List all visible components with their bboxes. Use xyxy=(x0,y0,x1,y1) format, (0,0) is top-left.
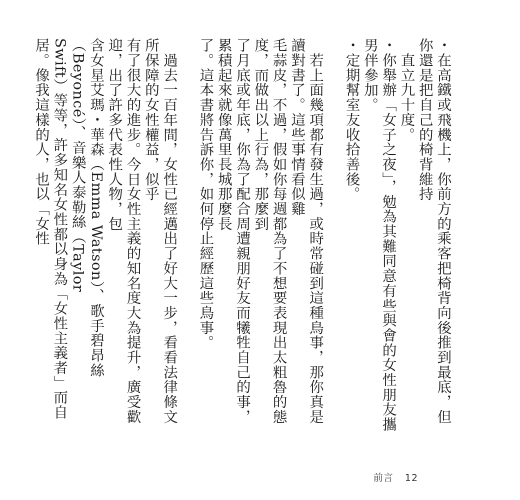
body-paragraph: 過去一百年間，女性已經邁出了好大一步，看看法律條文所保障的女性權益，似乎 有了很大的進步。今日女性主義的知名度大為提升，廣受歡迎，出了許多代表性人物，包 含女星艾瑪・華森（Emma Watson）、歌手碧昂絲（Beyoncé）、音樂人泰勒絲（Taylor Swift）等等，許多知名女性都以身為「女性主義者」而自居。像我這樣的人，也以「女性 xyxy=(33,38,178,425)
bullet-item: ・你舉辦「女子之夜」，勉為其難同意有些與會的女性朋友攜男伴參加。 xyxy=(361,38,397,432)
bullet-item: ・定期幫室友收拾善後。 xyxy=(343,38,360,202)
body-paragraph: 若上面幾項都有發生過，或時常碰到這種鳥事，那你真是讀對書了。這些事情看似雞 毛蒜皮，不過，假如你每週都為了不想要表現出太粗魯的態度，而做出以上行為，那麼到 了月底或年底，你為了配合周遭親朋好友而犧牲自己的事，累積起來就像萬里長城那麼長 了。這本書將告訴你，如何停止經歷這些鳥事。 xyxy=(197,38,324,425)
bullet-item: ・在高鐵或飛機上，你前方的乘客把椅背向後推到最底，但你還是把自己的椅背維持 直立九十度。 xyxy=(398,38,451,425)
section-gap xyxy=(324,38,342,438)
section-title: 前言 xyxy=(373,473,394,484)
page-number: 12 xyxy=(404,473,418,484)
page-footer xyxy=(373,470,418,484)
section-gap xyxy=(178,38,196,438)
vertical-text-body xyxy=(32,38,452,438)
